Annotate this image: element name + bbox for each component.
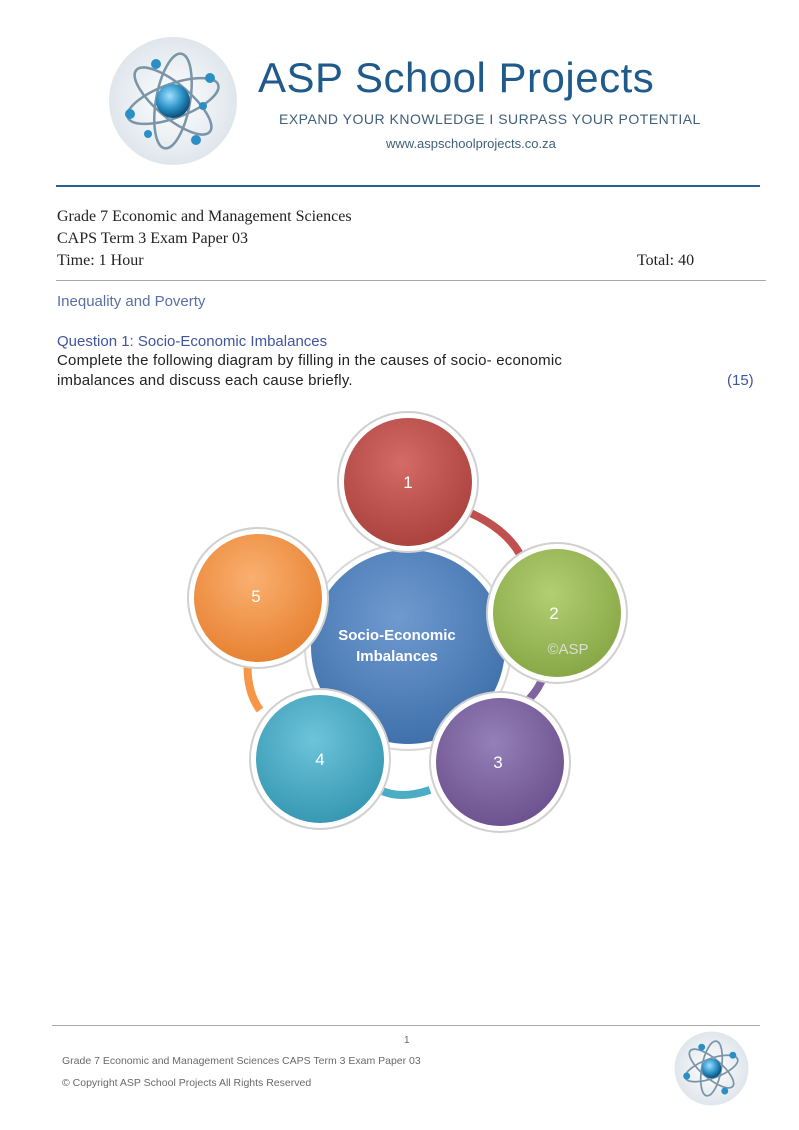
header-divider <box>56 185 760 187</box>
footer-copyright: © Copyright ASP School Projects All Rights Reserved <box>62 1077 312 1089</box>
paper-exam: CAPS Term 3 Exam Paper 03 <box>57 230 249 247</box>
question-text-line1: Complete the following diagram by filling in the causes of socio- economic <box>57 352 563 369</box>
cause-label-5: 5 <box>251 587 261 606</box>
center-label-line1: Socio-Economic <box>338 627 456 644</box>
cause-label-2: 2 <box>549 604 559 623</box>
brand-url[interactable]: www.aspschoolprojects.co.za <box>386 136 556 151</box>
cause-label-3: 3 <box>493 753 503 772</box>
cycle-diagram <box>180 410 640 840</box>
paper-time: Time: 1 Hour <box>57 252 144 269</box>
footer-divider <box>52 1025 760 1026</box>
paper-subject: Grade 7 Economic and Management Sciences <box>57 208 352 225</box>
section-heading: Inequality and Poverty <box>57 293 206 310</box>
page-number: 1 <box>404 1035 410 1046</box>
question-marks: (15) <box>727 372 754 389</box>
info-divider <box>56 280 766 281</box>
paper-total: Total: 40 <box>637 252 695 269</box>
atom-logo-icon <box>108 36 238 166</box>
atom-logo-small-icon <box>674 1031 749 1106</box>
question-title: Question 1: Socio-Economic Imbalances <box>57 333 328 350</box>
brand-tagline: EXPAND YOUR KNOWLEDGE I SURPASS YOUR POTENTIAL <box>279 111 701 127</box>
footer-paper-title: Grade 7 Economic and Management Sciences CAPS Term 3 Exam Paper 03 <box>62 1055 421 1067</box>
center-label-line2: Imbalances <box>356 648 438 665</box>
question-text-line2: imbalances and discuss each cause briefly. <box>57 372 353 389</box>
cause-label-4: 4 <box>315 750 325 769</box>
brand-title: ASP School Projects <box>258 54 655 101</box>
cause-label-1: 1 <box>403 473 413 492</box>
diagram-watermark: ©ASP <box>547 641 589 658</box>
